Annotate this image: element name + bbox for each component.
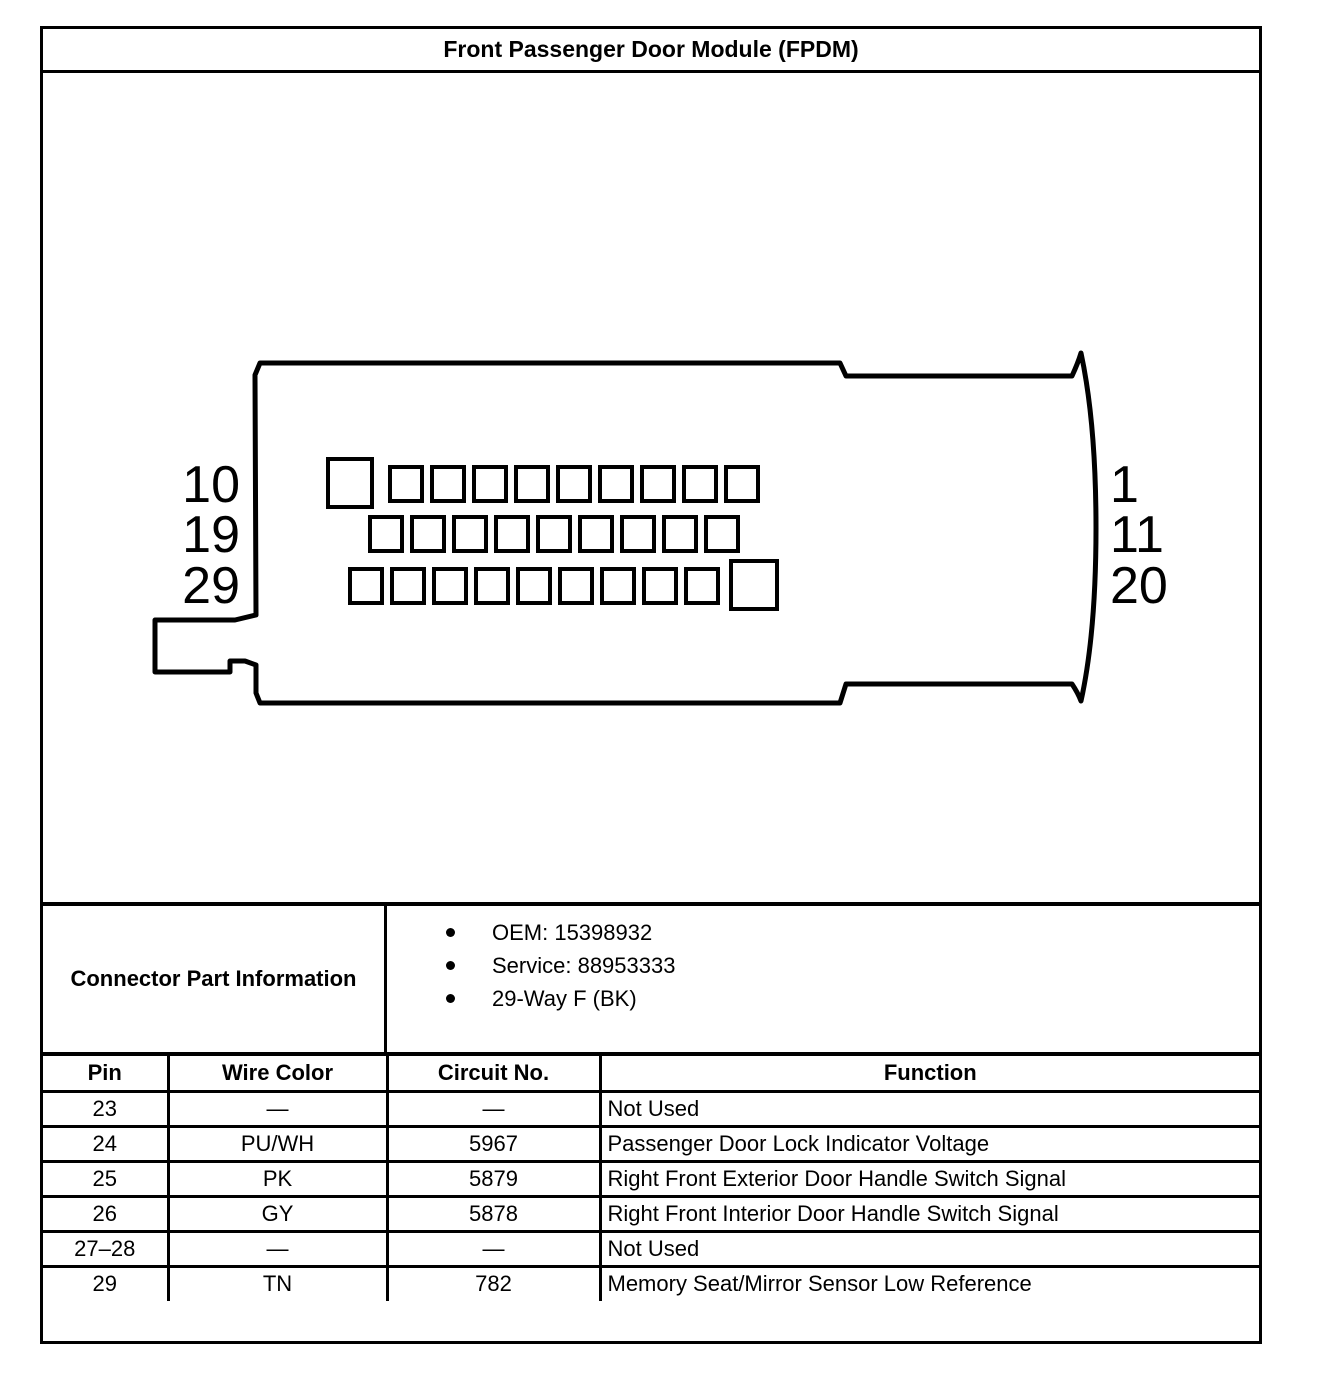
- table-row: [43, 1196, 1259, 1231]
- pin-cavity: [642, 467, 674, 501]
- cell-function: Memory Seat/Mirror Sensor Low Reference: [600, 1266, 1259, 1301]
- pin-cavity: [580, 517, 612, 551]
- cell-circuit-no: —: [387, 1231, 600, 1266]
- pin-label-19: 19: [182, 506, 240, 564]
- table-row: [43, 1126, 1259, 1161]
- pin-cavity: [558, 467, 590, 501]
- pin-cavity: [370, 517, 402, 551]
- pin-cavity: [664, 517, 696, 551]
- cell-wire-color: TN: [168, 1266, 387, 1301]
- pin-label-20: 20: [1110, 557, 1168, 615]
- connector-sheet: [40, 26, 1262, 1344]
- pin-cavity: [600, 467, 632, 501]
- cell-pin: 29: [43, 1266, 168, 1301]
- pin-cavity: [706, 517, 738, 551]
- pin-cavity: [686, 569, 718, 603]
- cell-wire-color: —: [168, 1091, 387, 1126]
- table-row: [43, 1161, 1259, 1196]
- part-info-label: Connector Part Information: [43, 906, 387, 1052]
- cell-pin: 24: [43, 1126, 168, 1161]
- connector-body-outline: [155, 353, 1096, 703]
- pin-label-11: 11: [1110, 506, 1164, 564]
- cell-wire-color: PU/WH: [168, 1126, 387, 1161]
- pin-cavity: [350, 569, 382, 603]
- header-pin: Pin: [43, 1056, 168, 1091]
- pin-cavity: [434, 569, 466, 603]
- part-info-type: 29-Way F (BK): [387, 982, 1259, 1015]
- part-info-list: [387, 906, 1259, 1062]
- connector-diagram: [43, 73, 1259, 906]
- table-row: [43, 1231, 1259, 1266]
- cell-wire-color: —: [168, 1231, 387, 1266]
- pin-cavity: [684, 467, 716, 501]
- pin-cavity: [622, 517, 654, 551]
- pin-cavity: [392, 569, 424, 603]
- cell-circuit-no: 5967: [387, 1126, 600, 1161]
- connector-part-information: [43, 906, 1259, 1056]
- cell-circuit-no: —: [387, 1091, 600, 1126]
- cell-pin: 27–28: [43, 1231, 168, 1266]
- table-header-row: [43, 1056, 1259, 1091]
- pin-cavity: [454, 517, 486, 551]
- cell-circuit-no: 5879: [387, 1161, 600, 1196]
- cell-circuit-no: 5878: [387, 1196, 600, 1231]
- pin-cavity: [538, 517, 570, 551]
- cell-pin: 23: [43, 1091, 168, 1126]
- pin-cavity: [412, 517, 444, 551]
- cell-function: Not Used: [600, 1231, 1259, 1266]
- cell-wire-color: PK: [168, 1161, 387, 1196]
- pin-cavity: [726, 467, 758, 501]
- pin-cavity-large: [731, 561, 777, 609]
- part-info-service: Service: 88953333: [387, 949, 1259, 982]
- cell-wire-color: GY: [168, 1196, 387, 1231]
- pin-cavity: [560, 569, 592, 603]
- pin-cavity: [518, 569, 550, 603]
- pin-cavities: [328, 459, 777, 609]
- cell-circuit-no: 782: [387, 1266, 600, 1301]
- pinout-table: [43, 1056, 1259, 1301]
- pin-cavity: [390, 467, 422, 501]
- cell-function: Right Front Exterior Door Handle Switch Signal: [600, 1161, 1259, 1196]
- cell-pin: 26: [43, 1196, 168, 1231]
- header-function: Function: [600, 1056, 1259, 1091]
- pin-label-10: 10: [182, 456, 240, 514]
- header-circuit-no: Circuit No.: [387, 1056, 600, 1091]
- cell-function: Not Used: [600, 1091, 1259, 1126]
- pin-label-1: 1: [1110, 456, 1139, 514]
- page-title: Front Passenger Door Module (FPDM): [43, 29, 1259, 73]
- header-wire-color: Wire Color: [168, 1056, 387, 1091]
- cell-function: Passenger Door Lock Indicator Voltage: [600, 1126, 1259, 1161]
- pin-cavity-large: [328, 459, 372, 507]
- pin-cavity: [644, 569, 676, 603]
- pin-cavity: [496, 517, 528, 551]
- pin-label-29: 29: [182, 557, 240, 615]
- pin-cavity: [474, 467, 506, 501]
- table-row: [43, 1091, 1259, 1126]
- pin-cavity: [602, 569, 634, 603]
- connector-face-drawing: [0, 3, 1328, 903]
- table-row: [43, 1266, 1259, 1301]
- cell-pin: 25: [43, 1161, 168, 1196]
- cell-function: Right Front Interior Door Handle Switch Signal: [600, 1196, 1259, 1231]
- part-info-oem: OEM: 15398932: [387, 916, 1259, 949]
- pin-cavity: [432, 467, 464, 501]
- pin-cavity: [476, 569, 508, 603]
- pin-cavity: [516, 467, 548, 501]
